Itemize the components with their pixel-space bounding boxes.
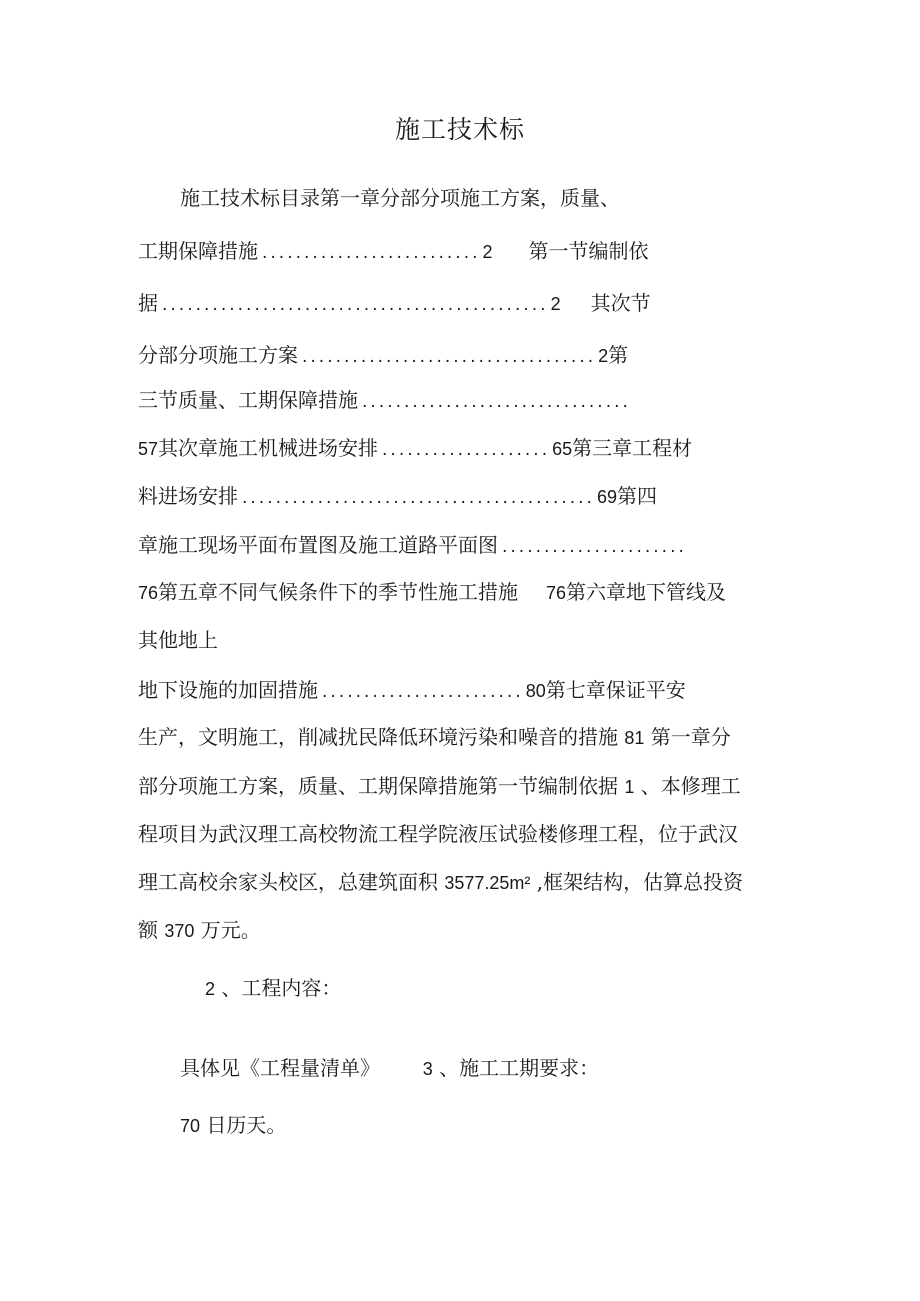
paragraph-text: 、施工工期要求： (439, 1056, 600, 1080)
toc-leader-dots: ................................ (362, 392, 631, 412)
paragraph-text: 程项目为武汉理工高校物流工程学院液压试验楼修理工程，位于武汉 (138, 822, 738, 846)
toc-page-number: 2 (598, 346, 609, 366)
toc-page-number: 2 (482, 242, 493, 262)
toc-text: 其次节 (590, 291, 651, 315)
toc-line-1 (180, 183, 830, 213)
toc-text: 第四 (617, 484, 657, 508)
paragraph-text: 具体见《工程量清单》 (180, 1056, 380, 1080)
toc-page-number: 65 (552, 439, 573, 459)
paragraph-text: ,框架结构，估算总投资 (536, 870, 744, 894)
paragraph-line-15 (138, 867, 788, 898)
toc-text: 料进场安排 (138, 484, 238, 508)
toc-leader-dots: ................................... (302, 347, 597, 367)
toc-text: 第一节编制依 (528, 239, 649, 263)
toc-line-5 (138, 385, 788, 417)
paragraph-text: 额 (138, 918, 158, 942)
toc-text: 工期保障措施 (138, 239, 258, 263)
toc-page-number: 80 (525, 681, 546, 701)
toc-leader-dots: .............................................. (162, 295, 549, 315)
paragraph-text: 、本修理工 (640, 774, 741, 798)
toc-line-11 (138, 675, 788, 707)
document-title: 施工技术标 (394, 115, 525, 144)
paragraph-text: 理工高校余家头校区，总建筑面积 (138, 870, 438, 894)
paragraph-number: 1 (624, 777, 635, 797)
paragraph-text: 、工程内容： (221, 976, 342, 1000)
toc-line-2 (138, 236, 788, 268)
toc-text: 第 (608, 343, 629, 367)
toc-text: 第五章不同气候条件下的季节性施工措施 (158, 580, 519, 604)
toc-text: 第六章地下管线及 (566, 580, 727, 604)
toc-line-3 (138, 288, 788, 320)
paragraph-line-16 (138, 915, 788, 946)
paragraph-number: 2 (205, 979, 216, 999)
toc-text: 三节质量、工期保障措施 (138, 388, 358, 412)
toc-text: 其他地上 (138, 628, 218, 652)
paragraph-number: 70 (180, 1116, 201, 1136)
toc-text: 分部分项施工方案 (138, 343, 298, 367)
toc-page-number: 2 (550, 294, 561, 314)
toc-text: 第七章保证平安 (545, 678, 686, 702)
paragraph-number: 370 (164, 921, 195, 941)
toc-text: 地下设施的加固措施 (138, 678, 318, 702)
toc-line-7 (138, 481, 788, 513)
toc-text: 第三章工程材 (572, 436, 693, 460)
toc-text: 施工技术标目录第一章分部分项施工方案，质量、 (180, 186, 620, 210)
toc-page-number: 81 (624, 728, 645, 748)
toc-text: 第一章分 (650, 725, 731, 749)
paragraph-number: 3 (422, 1059, 433, 1079)
toc-text: 其次章施工机械进场安排 (158, 436, 379, 460)
toc-leader-dots: .......................... (262, 243, 481, 263)
toc-page-number: 76 (138, 583, 159, 603)
toc-line-9 (138, 577, 788, 608)
paragraph-line-17 (205, 973, 855, 1004)
toc-page-number: 57 (138, 439, 159, 459)
toc-leader-dots: ........................ (322, 682, 524, 702)
toc-leader-dots: ...................... (502, 537, 687, 557)
toc-page-number: 69 (596, 487, 617, 507)
paragraph-text: 万元。 (200, 918, 261, 942)
toc-leader-dots: .......................................... (242, 488, 595, 508)
toc-line-6 (138, 433, 788, 465)
paragraph-number: 3577.25m² (444, 873, 531, 893)
toc-page-number: 76 (546, 583, 567, 603)
toc-text: 据 (138, 291, 158, 315)
toc-text: 生产，文明施工，削减扰民降低环境污染和噪音的措施 (138, 725, 618, 749)
toc-line-12 (138, 722, 788, 753)
toc-line-8 (138, 530, 788, 562)
paragraph-line-18 (180, 1053, 830, 1084)
toc-text: 章施工现场平面布置图及施工道路平面图 (138, 533, 498, 557)
paragraph-line-14 (138, 819, 788, 849)
paragraph-text: 日历天。 (206, 1113, 287, 1137)
paragraph-line-13 (138, 771, 788, 802)
toc-line-4 (138, 340, 788, 372)
paragraph-line-19 (180, 1110, 830, 1141)
toc-line-10 (138, 625, 788, 655)
toc-leader-dots: .................... (382, 440, 551, 460)
paragraph-text: 部分项施工方案，质量、工期保障措施第一节编制依据 (138, 774, 618, 798)
